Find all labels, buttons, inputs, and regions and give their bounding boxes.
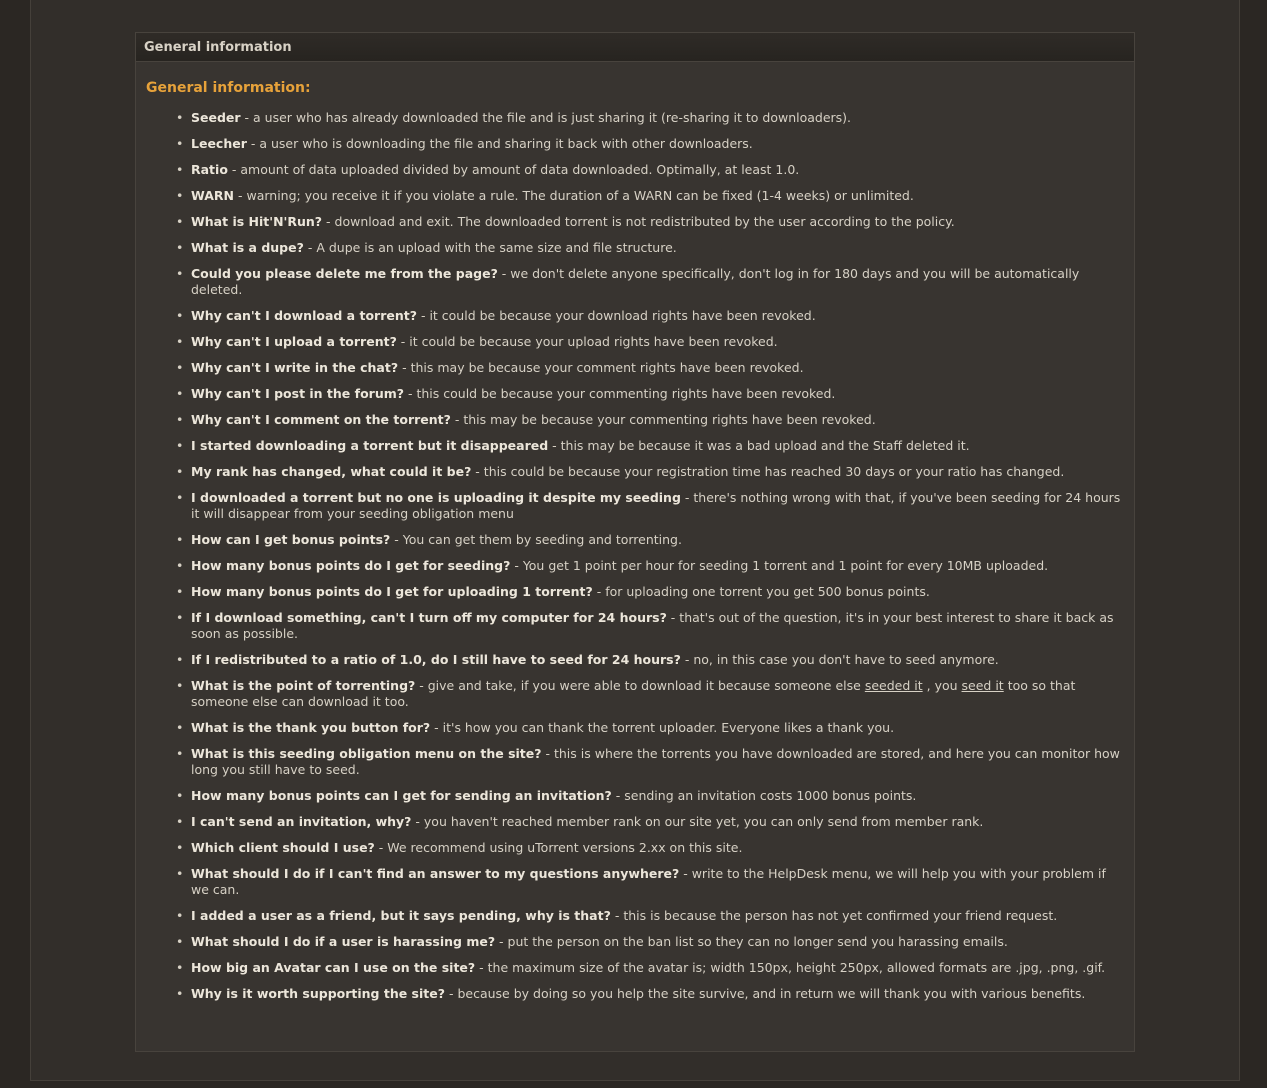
faq-question: How big an Avatar can I use on the site? — [191, 960, 476, 975]
faq-item: • How many bonus points do I get for seeding? - You get 1 point per hour for seeding 1 torrent and 1 point for every 10MB uploaded. — [191, 558, 1125, 574]
faq-answer: this could be because your registration time has reached 30 days or your ratio has changed. — [483, 464, 1065, 479]
faq-answer: the maximum size of the avatar is; width 150px, height 250px, allowed formats are .jpg, .png, .gif. — [487, 960, 1106, 975]
faq-question: What should I do if a user is harassing me? — [191, 934, 496, 949]
faq-question: What is a dupe? — [191, 240, 304, 255]
faq-question: Why is it worth supporting the site? — [191, 986, 445, 1001]
faq-item: • How big an Avatar can I use on the site? - the maximum size of the avatar is; width 150px, height 250px, allowed formats are .jpg, .png, .gif. — [191, 960, 1125, 976]
faq-item: • Why can't I post in the forum? - this could be because your commenting rights have been revoked. — [191, 386, 1125, 402]
faq-answer: for uploading one torrent you get 500 bonus points. — [605, 584, 930, 599]
faq-item: • What should I do if a user is harassing me? - put the person on the ban list so they can no longer send you harassing emails. — [191, 934, 1125, 950]
faq-question: Why can't I write in the chat? — [191, 360, 399, 375]
faq-item: • What is Hit'N'Run? - download and exit. The downloaded torrent is not redistributed by the user according to the policy. — [191, 214, 1125, 230]
faq-answer: warning; you receive it if you violate a rule. The duration of a WARN can be fixed (1-4 weeks) or unlimited. — [246, 188, 914, 203]
faq-answer: we don't delete anyone specifically, don't log in for 180 days and you will be automatically deleted. — [191, 266, 1080, 297]
faq-item: • Could you please delete me from the page? - we don't delete anyone specifically, don't log in for 180 days and you will be automatically deleted. — [191, 266, 1125, 298]
faq-question: What is the thank you button for? — [191, 720, 431, 735]
faq-answer: it's how you can thank the torrent uploader. Everyone likes a thank you. — [442, 720, 895, 735]
faq-answer: that's out of the question, it's in your best interest to share it back as soon as possible. — [191, 610, 1114, 641]
faq-question: Why can't I comment on the torrent? — [191, 412, 451, 427]
faq-answer: You can get them by seeding and torrenting. — [402, 532, 682, 547]
faq-answer: amount of data uploaded divided by amount of data downloaded. Optimally, at least 1.0. — [240, 162, 800, 177]
faq-question: I started downloading a torrent but it disappeared — [191, 438, 549, 453]
faq-item: • What is this seeding obligation menu on the site? - this is where the torrents you have downloaded are stored, and here you can monitor how long you still have to seed. — [191, 746, 1125, 778]
faq-answer: You get 1 point per hour for seeding 1 torrent and 1 point for every 10MB uploaded. — [522, 558, 1049, 573]
faq-item: • Why can't I download a torrent? - it could be because your download rights have been revoked. — [191, 308, 1125, 324]
faq-item: • Leecher - a user who is downloading the file and sharing it back with other downloaders. — [191, 136, 1125, 152]
faq-item: • What should I do if I can't find an answer to my questions anywhere? - write to the HelpDesk menu, we will help you with your problem if we can. — [191, 866, 1125, 898]
faq-item: • WARN - warning; you receive it if you violate a rule. The duration of a WARN can be fixed (1-4 weeks) or unlimited. — [191, 188, 1125, 204]
faq-answer: this could be because your commenting rights have been revoked. — [416, 386, 836, 401]
faq-answer: A dupe is an upload with the same size and file structure. — [316, 240, 677, 255]
faq-answer: download and exit. The downloaded torrent is not redistributed by the user according to the policy. — [334, 214, 955, 229]
faq-answer: because by doing so you help the site survive, and in return we will thank you with various benefits. — [457, 986, 1086, 1001]
faq-question: My rank has changed, what could it be? — [191, 464, 472, 479]
section-heading: General information: — [146, 80, 311, 96]
faq-answer: there's nothing wrong with that, if you've been seeding for 24 hours it will disappear from your seeding obligation menu — [191, 490, 1121, 521]
faq-question: Why can't I post in the forum? — [191, 386, 404, 401]
faq-answer: give and take, if you were able to download it because someone else — [427, 678, 861, 693]
faq-answer: this may be because your comment rights have been revoked. — [410, 360, 804, 375]
faq-question: I downloaded a torrent but no one is uploading it despite my seeding — [191, 490, 681, 505]
faq-question: Which client should I use? — [191, 840, 375, 855]
faq-answer: sending an invitation costs 1000 bonus points. — [624, 788, 917, 803]
faq-question: WARN — [191, 188, 234, 203]
faq-question: If I redistributed to a ratio of 1.0, do I still have to seed for 24 hours? — [191, 652, 681, 667]
faq-answer: this is because the person has not yet confirmed your friend request. — [623, 908, 1058, 923]
faq-question: How many bonus points do I get for uploading 1 torrent? — [191, 584, 593, 599]
panel-content — [136, 62, 1134, 1002]
faq-answer: write to the HelpDesk menu, we will help you with your problem if we can. — [191, 866, 1106, 897]
faq-answer: you haven't reached member rank on our site yet, you can only send from member rank. — [423, 814, 984, 829]
faq-question: If I download something, can't I turn off my computer for 24 hours? — [191, 610, 667, 625]
faq-answer: too so that someone else can download it too. — [191, 678, 1076, 709]
faq-question: Why can't I upload a torrent? — [191, 334, 397, 349]
faq-answer: this may be because it was a bad upload and the Staff deleted it. — [560, 438, 970, 453]
faq-item: • How can I get bonus points? - You can get them by seeding and torrenting. — [191, 532, 1125, 548]
faq-question: What is the point of torrenting? — [191, 678, 416, 693]
faq-item: • I downloaded a torrent but no one is uploading it despite my seeding - there's nothing wrong with that, if you've been seeding for 24 hours it will disappear from your seeding obligation menu — [191, 490, 1125, 522]
faq-question: How many bonus points can I get for sending an invitation? — [191, 788, 612, 803]
faq-question: How can I get bonus points? — [191, 532, 391, 547]
faq-answer: it could be because your download rights have been revoked. — [429, 308, 816, 323]
faq-question: Leecher — [191, 136, 247, 151]
faq-item: • Seeder - a user who has already downloaded the file and is just sharing it (re-sharing it to downloaders). — [191, 110, 1125, 126]
faq-item: • I added a user as a friend, but it says pending, why is that? - this is because the person has not yet confirmed your friend request. — [191, 908, 1125, 924]
faq-item: • How many bonus points do I get for uploading 1 torrent? - for uploading one torrent you get 500 bonus points. — [191, 584, 1125, 600]
faq-question: Why can't I download a torrent? — [191, 308, 417, 323]
faq-question: How many bonus points do I get for seeding? — [191, 558, 511, 573]
faq-item: • What is the point of torrenting? - give and take, if you were able to download it because someone else seeded it , you seed it too so that someone else can download it too. — [191, 678, 1125, 710]
faq-item: • My rank has changed, what could it be? - this could be because your registration time has reached 30 days or your ratio has changed. — [191, 464, 1125, 480]
faq-item: • Why is it worth supporting the site? - because by doing so you help the site survive, and in return we will thank you with various benefits. — [191, 986, 1125, 1002]
faq-answer: We recommend using uTorrent versions 2.xx on this site. — [387, 840, 743, 855]
faq-answer: a user who has already downloaded the file and is just sharing it (re-sharing it to downloaders). — [253, 110, 852, 125]
faq-question: What is Hit'N'Run? — [191, 214, 323, 229]
faq-question: I added a user as a friend, but it says pending, why is that? — [191, 908, 611, 923]
faq-answer: , you — [926, 678, 958, 693]
faq-list — [146, 110, 1125, 1002]
faq-item: • Why can't I comment on the torrent? - this may be because your commenting rights have been revoked. — [191, 412, 1125, 428]
faq-item: • Why can't I write in the chat? - this may be because your comment rights have been revoked. — [191, 360, 1125, 376]
faq-item: • How many bonus points can I get for sending an invitation? - sending an invitation costs 1000 bonus points. — [191, 788, 1125, 804]
faq-answer: a user who is downloading the file and sharing it back with other downloaders. — [259, 136, 753, 151]
faq-item: • Why can't I upload a torrent? - it could be because your upload rights have been revoked. — [191, 334, 1125, 350]
faq-item: • What is the thank you button for? - it's how you can thank the torrent uploader. Everyone likes a thank you. — [191, 720, 1125, 736]
faq-answer: this is where the torrents you have downloaded are stored, and here you can monitor how long you still have to seed. — [191, 746, 1120, 777]
faq-question: What should I do if I can't find an answer to my questions anywhere? — [191, 866, 680, 881]
faq-answer: it could be because your upload rights have been revoked. — [409, 334, 778, 349]
panel-title: General information — [144, 39, 292, 55]
seed-it-link[interactable]: seed it — [961, 678, 1004, 693]
faq-question: I can't send an invitation, why? — [191, 814, 412, 829]
panel-header — [136, 33, 1134, 62]
faq-question: What is this seeding obligation menu on the site? — [191, 746, 542, 761]
faq-question: Could you please delete me from the page? — [191, 266, 498, 281]
faq-item: • Which client should I use? - We recommend using uTorrent versions 2.xx on this site. — [191, 840, 1125, 856]
seeded-it-link[interactable]: seeded it — [864, 678, 923, 693]
general-information-panel — [135, 32, 1135, 1052]
faq-question: Seeder — [191, 110, 241, 125]
faq-item: • If I redistributed to a ratio of 1.0, do I still have to seed for 24 hours? - no, in this case you don't have to seed anymore. — [191, 652, 1125, 668]
faq-item: • Ratio - amount of data uploaded divided by amount of data downloaded. Optimally, at least 1.0. — [191, 162, 1125, 178]
faq-item: • I can't send an invitation, why? - you haven't reached member rank on our site yet, you can only send from member rank. — [191, 814, 1125, 830]
faq-item: • What is a dupe? - A dupe is an upload with the same size and file structure. — [191, 240, 1125, 256]
faq-answer: no, in this case you don't have to seed anymore. — [693, 652, 999, 667]
faq-answer: put the person on the ban list so they can no longer send you harassing emails. — [507, 934, 1008, 949]
faq-question: Ratio — [191, 162, 228, 177]
faq-item: • I started downloading a torrent but it disappeared - this may be because it was a bad upload and the Staff deleted it. — [191, 438, 1125, 454]
faq-answer: this may be because your commenting rights have been revoked. — [463, 412, 876, 427]
faq-item: • If I download something, can't I turn off my computer for 24 hours? - that's out of the question, it's in your best interest to share it back as soon as possible. — [191, 610, 1125, 642]
